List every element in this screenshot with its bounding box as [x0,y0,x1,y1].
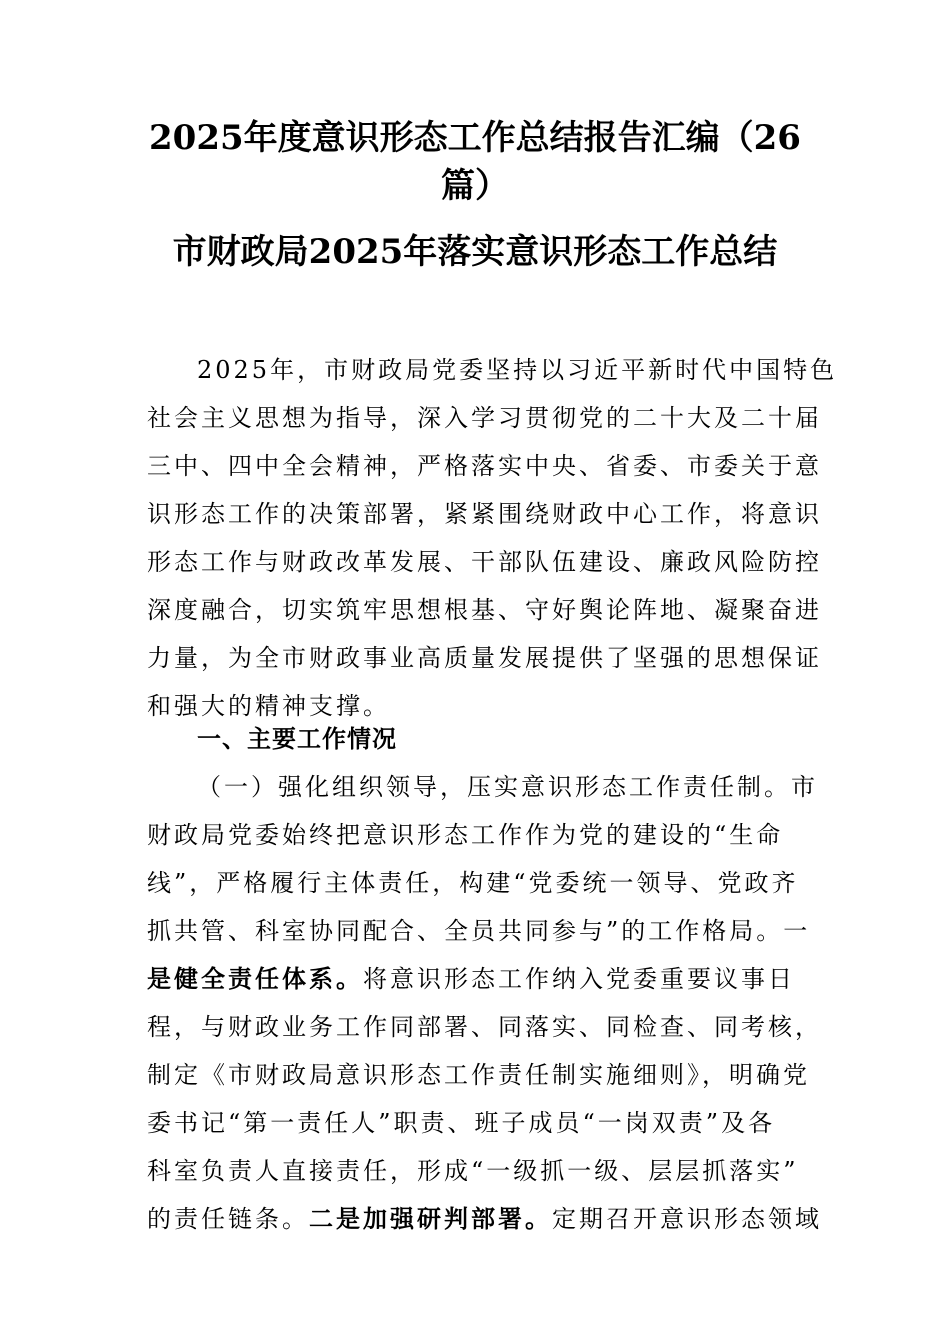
paragraph-line: 力量，为全市财政事业高质量发展提供了坚强的思想保证 [147,644,822,672]
document-title: 2025年度意识形态工作总结报告汇编（26篇） [149,118,801,206]
paragraph-line: 抓共管、科室协同配合、全员共同参与”的工作格局。一 [147,917,811,945]
paragraph-line: 形态工作与财政改革发展、干部队伍建设、廉政风险防控 [147,548,822,576]
paragraph-line: 识形态工作的决策部署，紧紧围绕财政中心工作，将意识 [147,500,822,528]
document-subtitle: 市财政局2025年落实意识形态工作总结 [172,232,778,272]
paragraph-line: 和强大的精神支撑。 [147,692,390,720]
paragraph-line [147,962,795,996]
bold-phrase: 是健全责任体系。 [147,965,363,993]
section-heading: 一、主要工作情况 [197,725,397,753]
paragraph-line [147,1202,822,1236]
paragraph-line: 财政局党委始终把意识形态工作作为党的建设的“生命 [147,821,784,849]
paragraph-line: 2025年，市财政局党委坚持以习近平新时代中国特色 [197,356,838,384]
bold-phrase: 二是加强研判部署。 [309,1205,552,1233]
paragraph-line: 深度融合，切实筑牢思想根基、守好舆论阵地、凝聚奋进 [147,596,822,624]
line-text: 定期召开意识形态领域 [552,1205,822,1233]
paragraph-line: 委书记“第一责任人”职责、班子成员“一岗双责”及各 [147,1109,776,1137]
line-text: 将意识形态工作纳入党委重要议事日 [363,965,795,993]
paragraph-line: 科室负责人直接责任，形成“一级抓一级、层层抓落实” [147,1157,799,1185]
paragraph-line: 线”，严格履行主体责任，构建“党委统一领导、党政齐 [147,869,799,897]
line-text: 的责任链条。 [147,1205,309,1233]
paragraph-line: 制定《市财政局意识形态工作责任制实施细则》，明确党 [147,1061,810,1089]
paragraph-line: （一）强化组织领导，压实意识形态工作责任制。市 [197,773,818,801]
paragraph-line: 三中、四中全会精神，严格落实中央、省委、市委关于意 [147,452,822,480]
paragraph-line: 社会主义思想为指导，深入学习贯彻党的二十大及二十届 [147,404,822,432]
paragraph-line: 程，与财政业务工作同部署、同落实、同检查、同考核， [147,1013,822,1041]
